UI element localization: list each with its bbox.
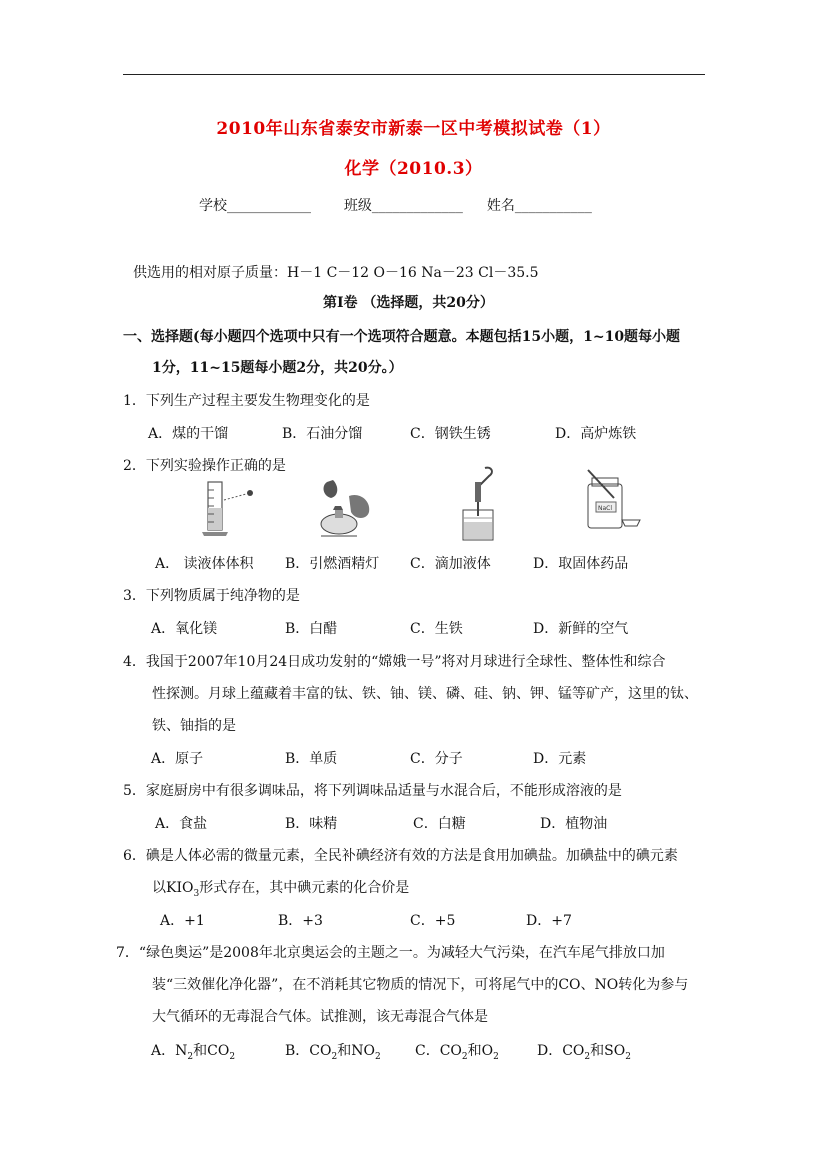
q1-option-a: A．煤的干馏 xyxy=(148,426,229,442)
q7-stem-line-2: 装“三效催化净化器”，在不消耗其它物质的情况下，可将尾气中的CO、NO转化为参与 xyxy=(152,977,689,993)
nacl-label: NaCl xyxy=(598,505,613,512)
class-field: 班级_____________ xyxy=(343,198,463,214)
q1-option-b: B．石油分馏 xyxy=(282,426,363,442)
q2-option-a: A． 读液体体积 xyxy=(155,556,254,572)
q4-option-b: B．单质 xyxy=(285,751,338,767)
q1-stem: 1．下列生产过程主要发生物理变化的是 xyxy=(123,393,370,409)
q2-option-c: C．滴加液体 xyxy=(410,556,491,572)
q6-stem-line-1: 6．碘是人体必需的微量元素，全民补碘经济有效的方法是食用加碘盐。加碘盐中的碘元素 xyxy=(123,848,678,864)
q3-stem: 3．下列物质属于纯净物的是 xyxy=(123,588,300,604)
q4-option-c: C．分子 xyxy=(410,751,463,767)
q7-option-c: C．$CO_2$和$O_2$ xyxy=(415,1043,499,1062)
q4-stem-line-1: 4．我国于2007年10月24日成功发射的“嫦娥一号”将对月球进行全球性、整体性和综合 xyxy=(123,654,666,670)
q4-option-a: A．原子 xyxy=(151,751,204,767)
q6-option-d: D．+7 xyxy=(526,913,572,929)
q7-stem-line-1: 7．“绿色奥运”是2008年北京奥运会的主题之一。为减轻大气污染，在汽车尾气排放口加 xyxy=(116,945,665,961)
q6-option-c: C．+5 xyxy=(410,913,456,929)
q7-option-b: B．$CO_2$和$NO_2$ xyxy=(285,1043,381,1062)
q7-option-a: A．$N_2$和$CO_2$ xyxy=(151,1043,236,1062)
exam-title: 2010年山东省泰安市新泰一区中考模拟试卷（1） xyxy=(216,119,611,139)
instructions-line-1: 一、选择题(每小题四个选项中只有一个选项符合题意。本题包括15小题，1~10题每小题 xyxy=(123,329,681,345)
alcohol-lamp-image xyxy=(313,476,383,542)
q6-option-b: B．+3 xyxy=(278,913,323,929)
q2-option-b: B．引燃酒精灯 xyxy=(285,556,380,572)
instructions-line-2: 1分，11~15题每小题2分，共20分。） xyxy=(152,360,403,376)
exam-subtitle: 化学（2010.3） xyxy=(344,159,483,179)
q4-option-d: D．元素 xyxy=(533,751,587,767)
q3-option-a: A．氧化镁 xyxy=(151,621,218,637)
dropper-beaker-image xyxy=(455,466,505,542)
school-field: 学校____________ xyxy=(199,198,311,214)
q5-option-d: D．植物油 xyxy=(540,816,608,832)
q2-stem: 2．下列实验操作正确的是 xyxy=(123,458,286,474)
q4-stem-line-2: 性探测。月球上蕴藏着丰富的钛、铁、铀、镁、磷、硅、钠、钾、锰等矿产，这里的钛、 xyxy=(152,686,698,702)
q6-stem-line-2: 以$KIO_3$形式存在，其中碘元素的化合价是 xyxy=(152,880,410,899)
q7-stem-line-3: 大气循环的无毒混合气体。试推测，该无毒混合气体是 xyxy=(152,1009,488,1025)
graduated-cylinder-image xyxy=(200,476,260,538)
reagent-bottle-image xyxy=(580,468,644,532)
q3-option-b: B．白醋 xyxy=(285,621,338,637)
q5-stem: 5．家庭厨房中有很多调味品，将下列调味品适量与水混合后，不能形成溶液的是 xyxy=(123,783,622,799)
student-info-fields xyxy=(199,195,616,215)
q3-option-d: D．新鲜的空气 xyxy=(533,621,629,637)
q7-option-d: D．$CO_2$和$SO_2$ xyxy=(537,1043,631,1062)
q4-stem-line-3: 铁、铀指的是 xyxy=(152,718,236,734)
header-rule xyxy=(123,74,705,75)
q5-option-b: B．味精 xyxy=(285,816,338,832)
q1-option-d: D．高炉炼铁 xyxy=(555,426,637,442)
q6-option-a: A．+1 xyxy=(160,913,205,929)
atomic-masses: 供选用的相对原子质量：H－1 C－12 O－16 Na－23 Cl－35.5 xyxy=(133,265,539,281)
name-field: 姓名___________ xyxy=(486,198,592,214)
section-title: 第Ⅰ卷 （选择题，共20分） xyxy=(323,295,494,311)
q5-option-a: A．食盐 xyxy=(155,816,208,832)
q5-option-c: C．白糖 xyxy=(413,816,466,832)
q3-option-c: C．生铁 xyxy=(410,621,463,637)
q1-option-c: C．钢铁生锈 xyxy=(410,426,491,442)
q2-option-d: D．取固体药品 xyxy=(533,556,629,572)
